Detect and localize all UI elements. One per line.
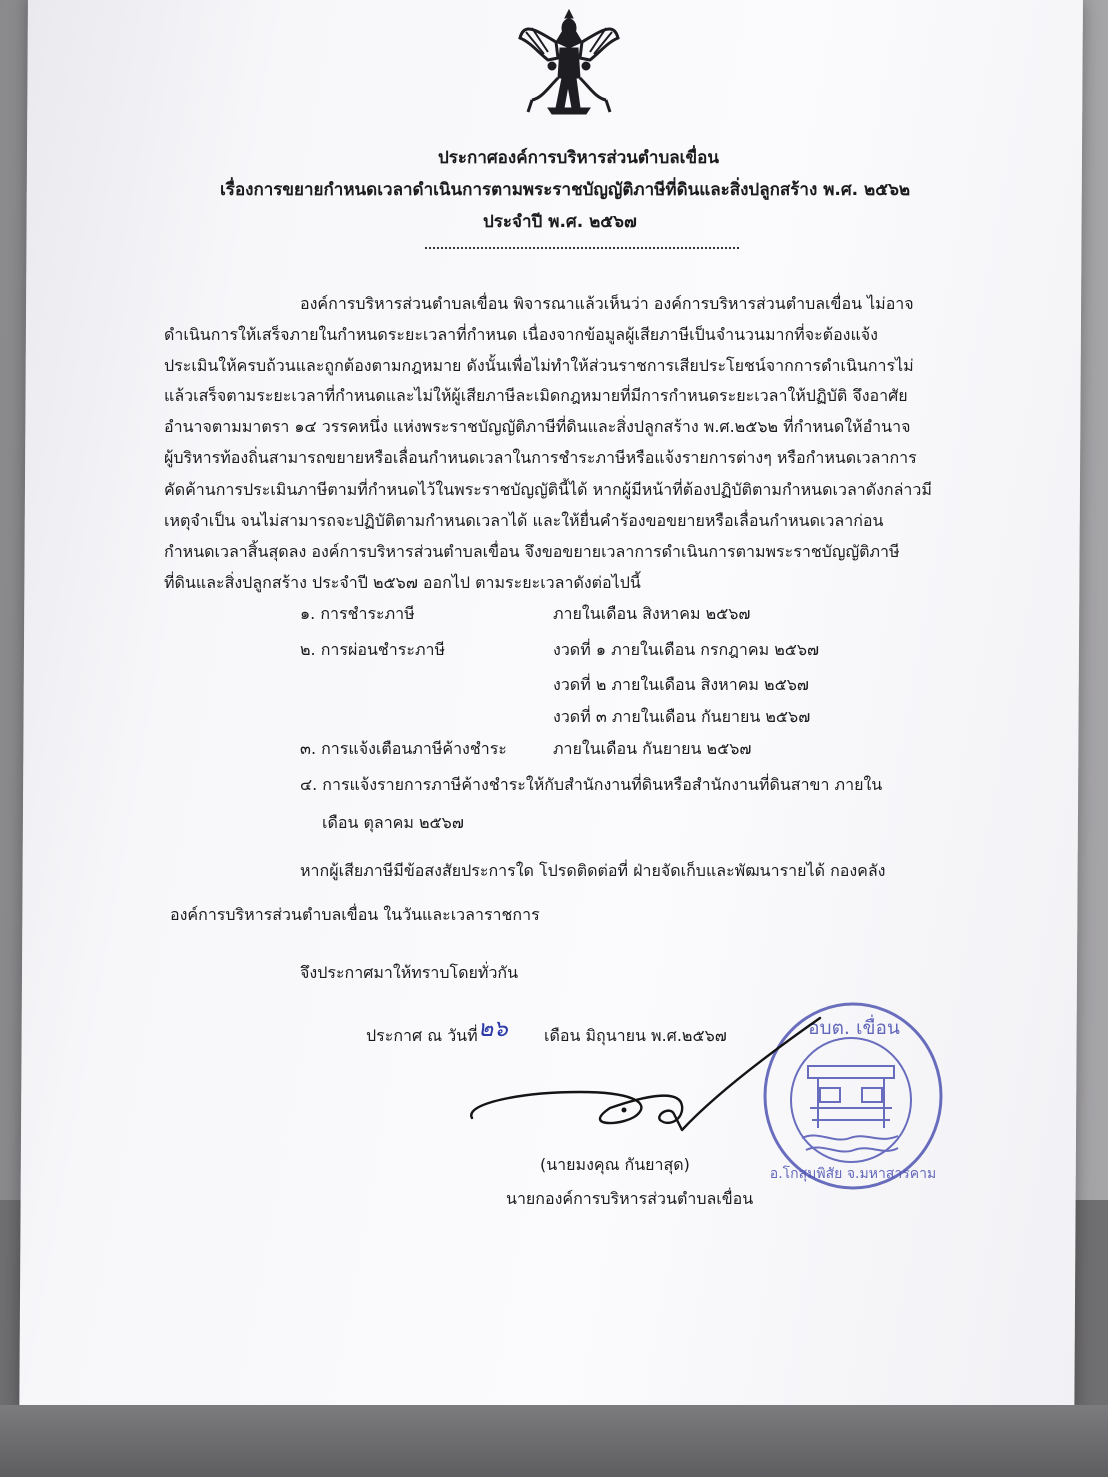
header-line-2: เรื่องการขยายกำหนดเวลาดำเนินการตามพระราชบัญญัติภาษีที่ดินและสิ่งปลูกสร้าง พ.ศ. ๒๕๖๒ (220, 180, 911, 200)
handwritten-signature (460, 1010, 880, 1140)
signatory-title: นายกองค์การบริหารส่วนตำบลเขื่อน (506, 1189, 754, 1208)
item-3-value: ภายในเดือน กันยายน ๒๕๖๗ (553, 739, 752, 758)
item-2-installment-1: งวดที่ ๑ ภายในเดือน กรกฎาคม ๒๕๖๗ (553, 640, 820, 659)
signatory-name: (นายมงคุณ กันยาสุด) (540, 1155, 690, 1174)
item-4-line-1: ๔. การแจ้งรายการภาษีค้างชำระให้กับสำนักงานที่ดินหรือสำนักงานที่ดินสาขา ภายใน (300, 775, 883, 794)
header-line-1: ประกาศองค์การบริหารส่วนตำบลเขื่อน (438, 148, 719, 168)
paragraph-line: กำหนดเวลาสิ้นสุดลง องค์การบริหารส่วนตำบลเขื่อน จึงขอขยายเวลาการดำเนินการตามพระราชบัญญัติภาษี (164, 542, 900, 561)
paragraph-line: ผู้บริหารท้องถิ่นสามารถขยายหรือเลื่อนกำหนดเวลาในการชำระภาษีหรือแจ้งรายการต่างๆ หรือกำหนดเวลาการ (164, 448, 917, 467)
paragraph-line: ดำเนินการให้เสร็จภายในกำหนดระยะเวลาที่กำหนด เนื่องจากข้อมูลผู้เสียภาษีเป็นจำนวนมากที่จะต้องแจ้ง (164, 325, 878, 344)
stamp-bottom-text: อ.โกสุมพิสัย จ.มหาสารคาม (769, 1166, 937, 1182)
item-2-label: ๒. การผ่อนชำระภาษี (300, 640, 446, 659)
header-line-3: ประจำปี พ.ศ. ๒๕๖๗ (483, 212, 637, 232)
table-edge (0, 1405, 1108, 1477)
item-3-label: ๓. การแจ้งเตือนภาษีค้างชำระ (300, 739, 507, 758)
item-1-label: ๑. การชำระภาษี (300, 604, 415, 623)
item-1-value: ภายในเดือน สิงหาคม ๒๕๖๗ (553, 604, 751, 623)
paragraph-line: คัดค้านการประเมินภาษีตามที่กำหนดไว้ในพระราชบัญญัตินี้ได้ หากผู้มีหน้าที่ต้องปฏิบัติตามกำหนดเวลาดังกล่าวมี (164, 480, 932, 499)
header-divider (425, 247, 739, 249)
paragraph-line: ประเมินให้ครบถ้วนและถูกต้องตามกฎหมาย ดังนั้นเพื่อไม่ทำให้ส่วนราชการเสียประโยชน์จากการดำเนินการไม่ (164, 356, 914, 375)
date-prefix: ประกาศ ณ วันที่ (366, 1026, 478, 1045)
item-2-installment-3: งวดที่ ๓ ภายในเดือน กันยายน ๒๕๖๗ (553, 707, 811, 726)
garuda-emblem-icon (518, 8, 620, 124)
closing-statement: จึงประกาศมาให้ทราบโดยทั่วกัน (300, 963, 519, 982)
paragraph-line: องค์การบริหารส่วนตำบลเขื่อน พิจารณาแล้วเห็นว่า องค์การบริหารส่วนตำบลเขื่อน ไม่อาจ (300, 294, 914, 313)
paragraph-line: เหตุจำเป็น จนไม่สามารถจะปฏิบัติตามกำหนดเวลาได้ และให้ยื่นคำร้องขอขยายหรือเลื่อนกำหนดเวลาก่อน (164, 511, 884, 530)
stamp-top-text: อบต. เขื่อน (808, 1017, 900, 1039)
paragraph-line: ที่ดินและสิ่งปลูกสร้าง ประจำปี ๒๕๖๗ ออกไป ตามระยะเวลาดังต่อไปนี้ (164, 573, 641, 592)
date-suffix: เดือน มิถุนายน พ.ศ.๒๕๖๗ (544, 1026, 727, 1045)
date-day-handwritten: ๒๖ (478, 1016, 508, 1042)
paragraph-line: อำนาจตามมาตรา ๑๔ วรรคหนึ่ง แห่งพระราชบัญญัติภาษีที่ดินและสิ่งปลูกสร้าง พ.ศ.๒๕๖๒ ที่กำหนดให้อำนาจ (164, 417, 911, 436)
paragraph-line: แล้วเสร็จตามระยะเวลาที่กำหนดและไม่ให้ผู้เสียภาษีละเมิดกฎหมายที่มีการกำหนดระยะเวลาให้ปฏิบัติ จึงอาศัย (164, 386, 908, 405)
contact-line-2: องค์การบริหารส่วนตำบลเขื่อน ในวันและเวลาราชการ (170, 905, 540, 924)
item-4-line-2: เดือน ตุลาคม ๒๕๖๗ (322, 813, 464, 832)
contact-line-1: หากผู้เสียภาษีมีข้อสงสัยประการใด โปรดติดต่อที่ ฝ่ายจัดเก็บและพัฒนารายได้ กองคลัง (300, 861, 886, 880)
item-2-installment-2: งวดที่ ๒ ภายในเดือน สิงหาคม ๒๕๖๗ (553, 675, 809, 694)
